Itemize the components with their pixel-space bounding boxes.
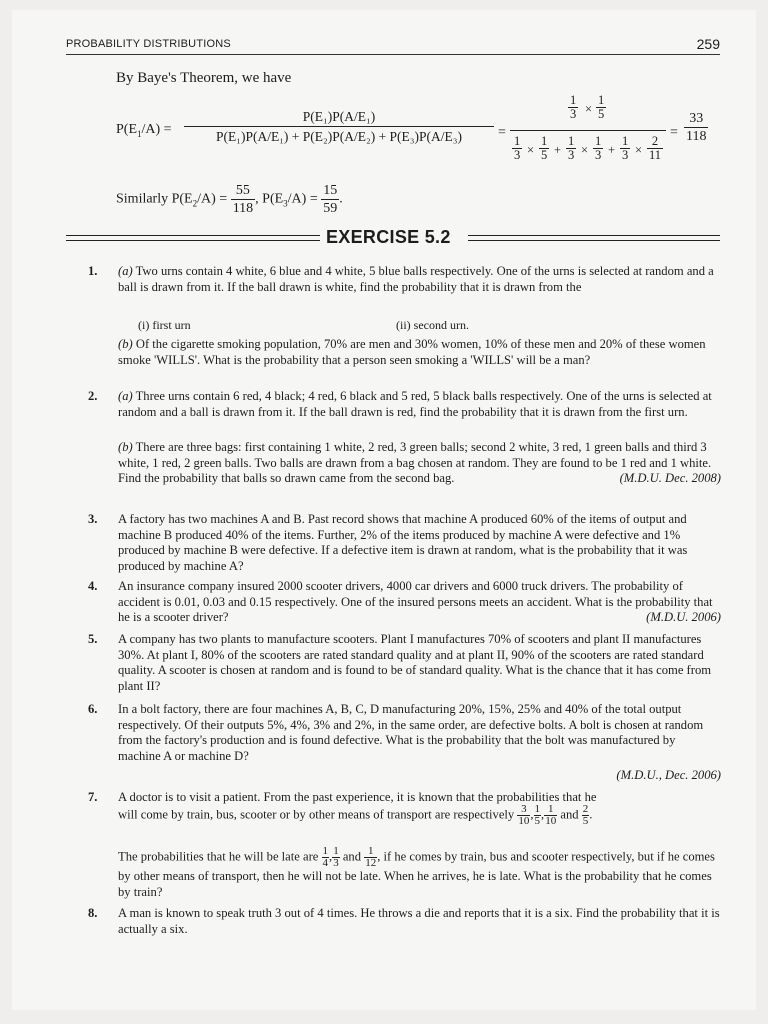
q5-number: 5.	[88, 632, 98, 646]
q2-b: (b) There are three bags: first containing 1 white, 2 red, 3 green balls; second 2 white, 3 red, 1 green balls and third 3 white, 1 red, 2 green balls. Two balls are drawn from a bag chosen at random. They are found to be 1 red and 1 white. Find the probability that balls so drawn came from the second bag. (M.D.U. Dec. 2008)	[118, 440, 721, 486]
q4-number: 4.	[88, 579, 98, 593]
q1-b: (b) Of the cigarette smoking population, 70% are men and 30% women, 10% of these men and 20% of these women smoke 'WILLS'. What is the probability that a person seen smoking a 'WILLS' will be a man?	[118, 337, 706, 367]
q7-prob-bus: $\frac{1}{5}$	[534, 803, 541, 827]
equals-2: =	[670, 125, 678, 140]
header-rule	[66, 54, 720, 55]
q7-late-bus: $\frac{1}{3}$	[333, 845, 339, 869]
q6-source: (M.D.U., Dec. 2006)	[616, 768, 721, 782]
exercise-rule-left	[66, 235, 320, 241]
pe2-fraction: $\frac{55}{118}$	[232, 183, 254, 216]
page-header	[66, 36, 720, 56]
q7-late: The probabilities that he will be late are $\frac{1}{4}$ , $\frac{1}{3}$ and $\frac{1}{12}$ , if he comes by train, bus and scooter respectively, but if he comes by other means of transport, then he will not be late. When he arrives, he is late. What is the probability that he comes by train?	[118, 845, 715, 899]
running-title: PROBABILITY DISTRIBUTIONS	[66, 38, 231, 50]
q2-number: 2.	[88, 389, 98, 403]
bayes-fraction	[184, 107, 494, 146]
q1-a: (a) Two urns contain 4 white, 6 blue and 4 white, 5 blue balls respectively. One of the urns is selected at random and a ball is drawn from it. If the ball drawn is white, find the probability that it is drawn from the	[118, 264, 714, 294]
numeric-fraction: $\frac{1}{3}$ × $\frac{1}{5}$ $\frac{1}{3}$ × $\frac{1}{5}$ + $\frac{1}{3}$ × $\frac{1}{3}$ + $\frac{1}{3}$ × $\frac{2}{11}$	[510, 92, 666, 169]
pe3-fraction: $\frac{15}{59}$	[323, 183, 338, 216]
exercise-title: EXERCISE 5.2	[326, 227, 451, 247]
q6-text: In a bolt factory, there are four machines A, B, C, D manufacturing 20%, 15%, 25% and 40% of the total output respectively. Of their outputs 5%, 4%, 3% and 2%, in the same order, are defective bolts. A bolt is chosen at random from the factory's production and is found defective. What is the probability that the bolt was manufactured by machine A or machine D?	[118, 702, 704, 763]
q8-text: A man is known to speak truth 3 out of 4 times. He throws a die and reports that it is a six. Find the probability that it is actually a six.	[118, 906, 720, 936]
q7-prob-train: $\frac{3}{10}$	[518, 803, 530, 827]
q1-option-ii: (ii) second urn.	[396, 318, 469, 332]
exercise-rule-right	[468, 235, 720, 241]
q1-number: 1.	[88, 264, 98, 278]
bayes-lhs: $P(E_1/A)$ =	[116, 122, 172, 139]
bayes-intro: By Baye's Theorem, we have	[116, 70, 292, 86]
q7-prob-scooter: $\frac{1}{10}$	[545, 803, 557, 827]
q7-number: 7.	[88, 790, 98, 804]
q6-number: 6.	[88, 702, 98, 716]
equals-1: =	[498, 125, 506, 140]
q4-text: An insurance company insured 2000 scooter drivers, 4000 car drivers and 6000 truck drivers. The probability of accident is 0.01, 0.03 and 0.15 respectively. One of the insured persons meets an accident. What is the probability that he is a scooter driver? (M.D.U. 2006)	[118, 579, 721, 625]
bayes-numerator: P(E₁)P(A/E₁)	[302, 109, 376, 124]
q1-option-i: (i) first urn	[138, 318, 191, 332]
q4-source: (M.D.U. 2006)	[646, 610, 721, 625]
q2-a: (a) Three urns contain 6 red, 4 black; 4 red, 6 black and 5 red, 5 black balls respectively. One of the urns is selected at random and a ball is drawn from it. If the ball drawn is red, find the probability that it is drawn from the first urn.	[118, 389, 712, 419]
q7-prob-other: $\frac{2}{5}$	[582, 803, 589, 827]
similarly-line: Similarly $P(E_2/A)$ = $\frac{55}{118}$ , $P(E_3/A)$ = $\frac{15}{59}$ .	[116, 183, 343, 216]
q8-number: 8.	[88, 906, 98, 920]
q5-text: A company has two plants to manufacture scooters. Plant I manufactures 70% of scooters and plant II manufactures 30%. At plant I, 80% of the scooters are rated standard quality and at plant II, 90% of the scooters are rated standard quality. A scooter is chosen at random and is found to be of standard quality. What is the chance that it has come from plant II?	[118, 632, 712, 693]
q3-number: 3.	[88, 512, 98, 526]
q2-source: (M.D.U. Dec. 2008)	[619, 471, 721, 486]
page-number: 259	[696, 36, 720, 52]
q7-line2: will come by train, bus, scooter or by other means of transport are respectively $\frac{3}{10}$ , $\frac{1}{5}$ , $\frac{1}{10}$ and $\frac{2}{5}$ .	[118, 803, 593, 827]
bayes-denominator: P(E₁)P(A/E₁) + P(E₂)P(A/E₂) + P(E₃)P(A/E₃)	[184, 126, 494, 146]
q7-line1: A doctor is to visit a patient. From the past experience, it is known that the probabilities that he	[118, 790, 597, 804]
q7-late-scooter: $\frac{1}{12}$	[365, 845, 377, 869]
q3-text: A factory has two machines A and B. Past record shows that machine A produced 60% of the items of output and machine B produced 40% of the items. Further, 2% of the items produced by machine A were defective and 1% produced by machine B were defective. If a defective item is drawn at random, what is the probability that it was produced by machine A?	[118, 512, 688, 573]
q7-late-train: $\frac{1}{4}$	[322, 845, 329, 869]
bayes-result: $\frac{33}{118}$	[686, 111, 707, 144]
